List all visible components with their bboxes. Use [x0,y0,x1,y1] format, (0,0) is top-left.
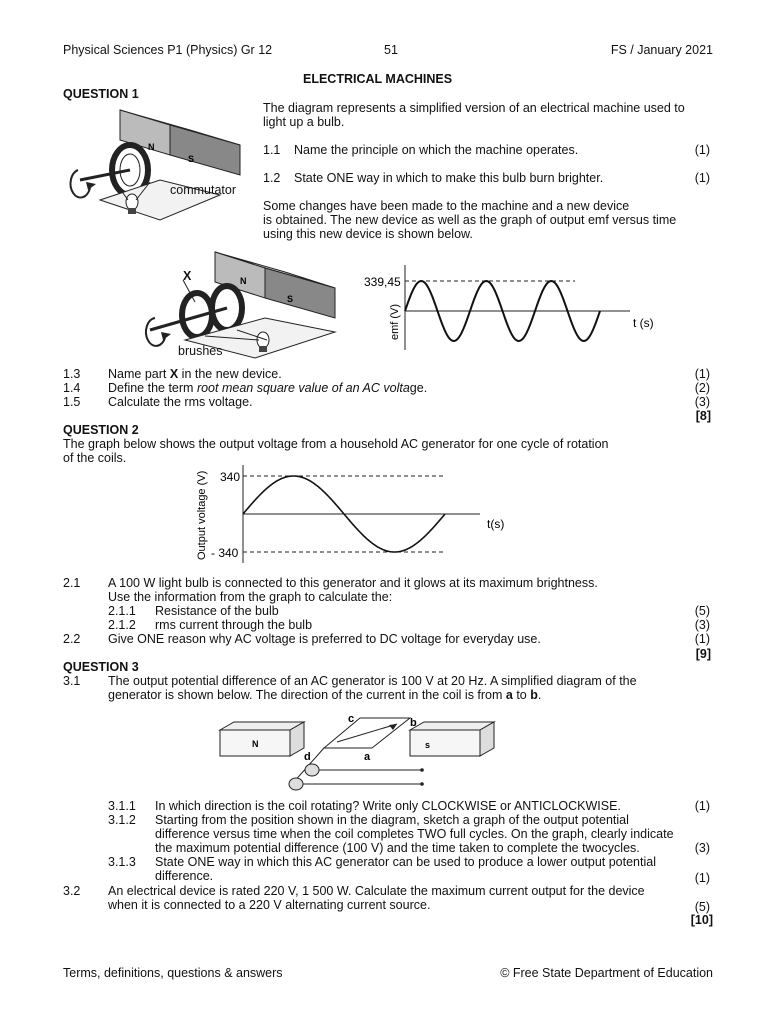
header-page-number: 51 [384,43,398,57]
diagram2-s-label: S [287,294,294,304]
q2-1-1-marks: (5) [694,604,710,618]
q2-2-marks: (1) [694,632,710,646]
diagram3-n-label: N [252,739,259,749]
q3-2-text-line2: when it is connected to a 220 V alternating current source. [108,898,431,912]
footer-left: Terms, definitions, questions & answers [63,966,283,980]
q3-1-text-line2: generator is shown below. The direction of the current in the coil is from a to b. [108,688,542,702]
q2-intro-line2: of the coils. [63,451,127,465]
diagram1-s-label: S [188,154,195,164]
q3-heading: QUESTION 3 [63,660,139,674]
commutator-label: commutator [170,183,236,197]
header-subject: Physical Sciences P1 (Physics) Gr 12 [63,43,273,57]
q3-1-2-text-line3: the maximum potential difference (100 V) and the time taken to complete the twocycles. [155,841,640,855]
q1-4-number: 1.4 [63,381,81,395]
q1-heading: QUESTION 1 [63,87,139,101]
q3-1-2-number: 3.1.2 [108,813,136,827]
q3-2-marks: (5) [694,900,710,914]
q1-2-marks: (1) [694,171,710,185]
q3-1-2-marks: (3) [694,841,710,855]
q1-1-text: Name the principle on which the machine operates. [294,143,579,157]
q1-3-number: 1.3 [63,367,81,381]
q2-1-2-marks: (3) [694,618,710,632]
q2-heading: QUESTION 2 [63,423,139,437]
q2-intro-line1: The graph below shows the output voltage from a household AC generator for one cycle of rotation [63,437,609,451]
part-x-label: X [183,269,192,283]
q3-1-3-marks: (1) [694,871,710,885]
brushes-label: brushes [178,344,223,358]
q1-1-number: 1.1 [263,143,281,157]
generator-coil-diagram [212,708,522,798]
footer-right: © Free State Department of Education [500,966,713,980]
q1-intro-line1: The diagram represents a simplified version of an electrical machine used to [263,101,685,115]
q2-total: [9] [695,647,711,661]
q3-1-3-text-line1: State ONE way in which this AC generator can be used to produce a lower output potential [155,855,656,869]
q1-total: [8] [695,409,711,423]
q2-2-text: Give ONE reason why AC voltage is preferred to DC voltage for everyday use. [108,632,541,646]
q3-total: [10] [690,913,713,927]
chart2-x-label: t(s) [487,517,505,531]
q3-1-1-text: In which direction is the coil rotating? Write only CLOCKWISE or ANTICLOCKWISE. [155,799,621,813]
q1-4-marks: (2) [694,381,710,395]
q1-2-number: 1.2 [263,171,281,185]
diagram1-n-label: N [148,142,155,152]
output-voltage-graph [190,465,520,565]
q2-1-2-text: rms current through the bulb [155,618,313,632]
q3-2-text-line1: An electrical device is rated 220 V, 1 500 W. Calculate the maximum current output for the device [108,884,645,898]
diagram3-b-label: b [410,717,417,729]
q1-4-text: Define the term root mean square value of an AC voltage. [108,381,428,395]
q1-changes-line2: is obtained. The new device as well as the graph of output emf versus time [263,213,677,227]
q1-changes-line3: using this new device is shown below. [263,227,473,241]
chart2-y-label: Output voltage (V) [196,470,208,560]
diagram2-n-label: N [240,276,247,286]
q1-2-text: State ONE way in which to make this bulb burn brighter. [294,171,604,185]
chart1-peak-tick: 339,45 [364,275,401,289]
chart2-min-tick: - 340 [211,546,239,560]
diagram3-a-label: a [364,751,371,763]
diagram3-s-label: s [425,740,431,750]
q1-changes-line1: Some changes have been made to the machine and a new device [263,199,630,213]
q3-1-text-line1: The output potential difference of an AC generator is 100 V at 20 Hz. A simplified diagram of the [108,674,637,688]
emf-time-graph [360,265,670,355]
q1-3-text: Name part X in the new device. [108,367,282,381]
page-title: ELECTRICAL MACHINES [303,72,453,86]
diagram3-c-label: c [348,713,355,725]
q3-1-3-number: 3.1.3 [108,855,136,869]
ac-generator-diagram [145,240,345,360]
chart1-x-label: t (s) [633,316,654,330]
q2-1-text-line2: Use the information from the graph to calculate the: [108,590,393,604]
q1-1-marks: (1) [694,143,710,157]
q2-1-1-text: Resistance of the bulb [155,604,279,618]
q3-1-number: 3.1 [63,674,81,688]
q1-intro-line2: light up a bulb. [263,115,345,129]
q1-5-text: Calculate the rms voltage. [108,395,253,409]
q2-1-2-number: 2.1.2 [108,618,136,632]
q1-5-number: 1.5 [63,395,81,409]
q3-1-1-number: 3.1.1 [108,799,136,813]
q2-1-text-line1: A 100 W light bulb is connected to this generator and it glows at its maximum brightness. [108,576,598,590]
q3-1-2-text-line2: difference versus time when the coil completes TWO full cycles. On the graph, clearly indicate [155,827,674,841]
q3-1-2-text-line1: Starting from the position shown in the diagram, sketch a graph of the output potential [155,813,629,827]
q3-2-number: 3.2 [63,884,81,898]
chart2-max-tick: 340 [220,470,241,484]
q2-2-number: 2.2 [63,632,81,646]
q3-1-1-marks: (1) [694,799,710,813]
diagram3-d-label: d [304,751,311,763]
q2-1-1-number: 2.1.1 [108,604,136,618]
chart1-y-label: emf (V) [389,303,401,340]
q2-1-number: 2.1 [63,576,81,590]
dc-generator-diagram [60,100,260,225]
q1-5-marks: (3) [694,395,710,409]
header-date: FS / January 2021 [610,43,713,57]
q1-3-marks: (1) [694,367,710,381]
q3-1-3-text-line2: difference. [155,869,214,883]
